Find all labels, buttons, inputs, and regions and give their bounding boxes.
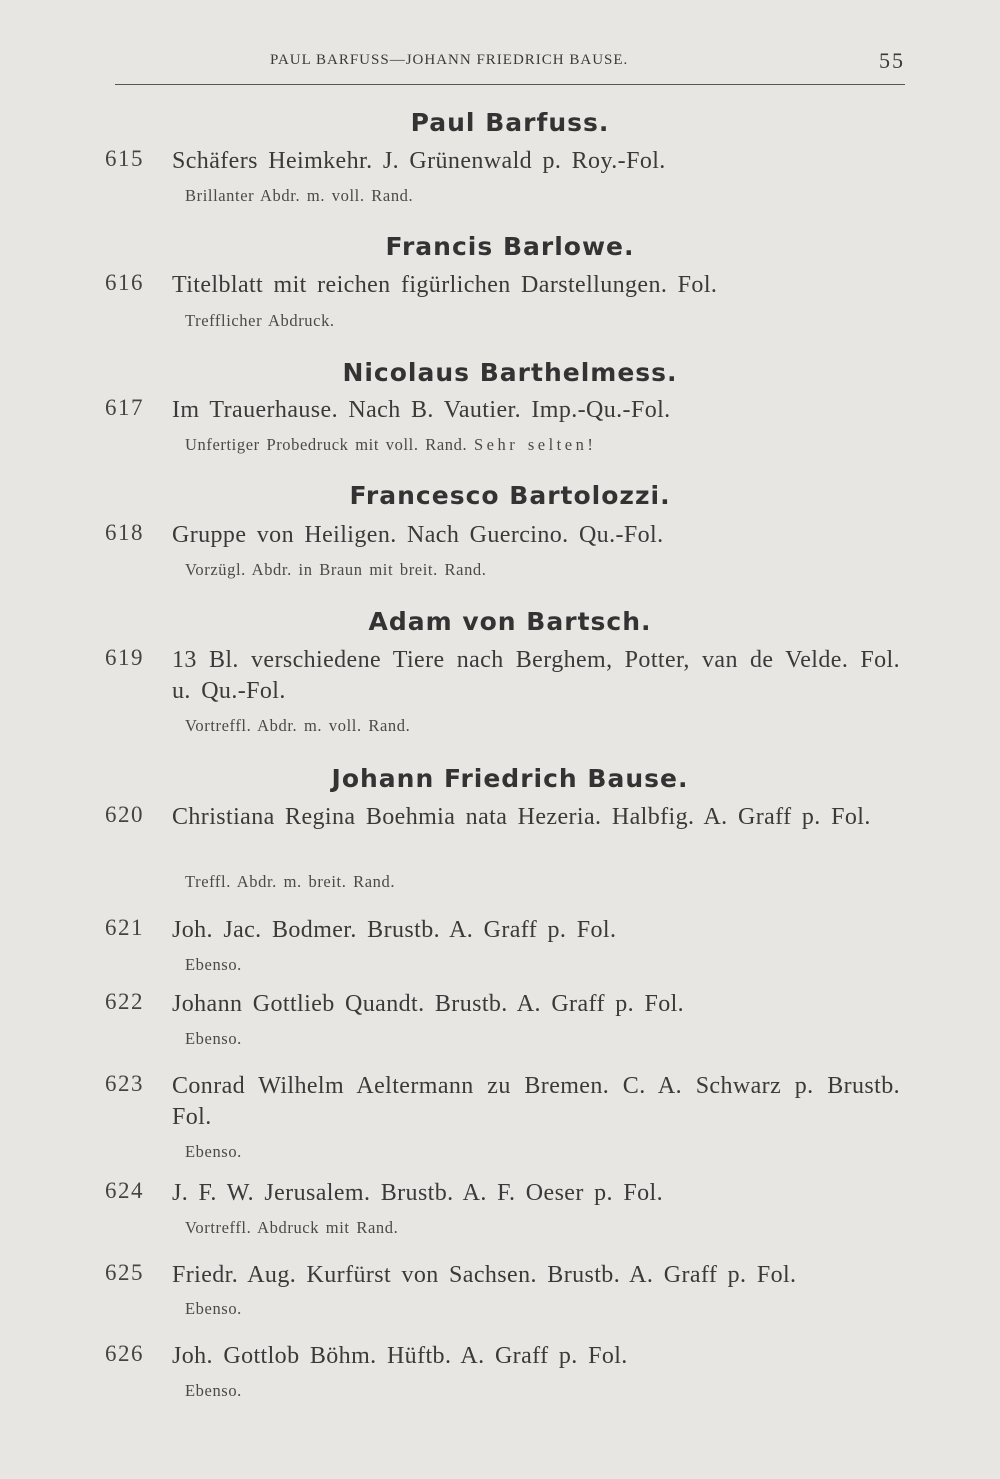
entry-number: 621 — [105, 915, 144, 940]
entry-number: 615 — [105, 146, 144, 171]
entry-title: Schäfers Heimkehr. J. Grünenwald p. Roy.-Fol. — [172, 148, 666, 174]
entry-note: Trefflicher Abdruck. — [185, 311, 335, 330]
entry-title: Joh. Jac. Bodmer. Brustb. A. Graff p. Fol. — [172, 917, 617, 943]
entry-note: Vortreffl. Abdruck mit Rand. — [185, 1218, 399, 1237]
entry-number: 623 — [105, 1071, 144, 1096]
artist-heading: Francesco Bartolozzi. — [349, 481, 671, 510]
entry-note: Ebenso. — [185, 1381, 242, 1400]
entry-number: 624 — [105, 1178, 144, 1203]
entry-number: 619 — [105, 645, 144, 670]
entry-number: 617 — [105, 395, 144, 420]
entry-title: Im Trauerhause. Nach B. Vautier. Imp.-Qu.-Fol. — [172, 397, 671, 423]
artist-heading: Francis Barlowe. — [385, 232, 635, 261]
artist-heading: Johann Friedrich Bause. — [331, 764, 689, 793]
running-title: PAUL BARFUSS—JOHANN FRIEDRICH BAUSE. — [270, 52, 629, 68]
entry-note — [185, 435, 596, 455]
entry-title: Joh. Gottlob Böhm. Hüftb. A. Graff p. Fol. — [172, 1343, 628, 1369]
page-number: 55 — [879, 48, 905, 73]
artist-heading: Paul Barfuss. — [410, 108, 610, 137]
entry-title: J. F. W. Jerusalem. Brustb. A. F. Oeser p. Fol. — [172, 1180, 663, 1206]
entry-title: Christiana Regina Boehmia nata Hezeria. Halbfig. A. Graff p. Fol. — [172, 804, 871, 830]
artist-heading: Nicolaus Barthelmess. — [342, 358, 678, 387]
entry-note-emphasis: Sehr selten! — [473, 435, 597, 454]
entry-title: Gruppe von Heiligen. Nach Guercino. Qu.-Fol. — [172, 522, 664, 548]
entry-note: Vortreffl. Abdr. m. voll. Rand. — [185, 716, 411, 735]
entry-note: Ebenso. — [185, 955, 242, 974]
entry-number: 620 — [105, 802, 144, 827]
entry-note: Ebenso. — [185, 1142, 242, 1161]
entry-note: Ebenso. — [185, 1029, 242, 1048]
entry-title: Titelblatt mit reichen figürlichen Darstellungen. Fol. — [172, 272, 718, 298]
entry-title: Friedr. Aug. Kurfürst von Sachsen. Brustb. A. Graff p. Fol. — [172, 1262, 797, 1288]
entry-note: Vorzügl. Abdr. in Braun mit breit. Rand. — [185, 560, 487, 579]
running-header — [115, 50, 905, 85]
entry-number: 625 — [105, 1260, 144, 1285]
entry-title: 13 Bl. verschiedene Tiere nach Berghem, Potter, van de Velde. Fol. u. Qu.-Fol. — [172, 647, 900, 704]
entry-note: Brillanter Abdr. m. voll. Rand. — [185, 186, 414, 205]
entry-number: 618 — [105, 520, 144, 545]
artist-heading: Adam von Bartsch. — [368, 607, 652, 636]
entry-note: Ebenso. — [185, 1299, 242, 1318]
entry-note-text: Unfertiger Probedruck mit voll. Rand. — [185, 435, 468, 454]
entry-number: 622 — [105, 989, 144, 1014]
entry-title: Johann Gottlieb Quandt. Brustb. A. Graff p. Fol. — [172, 991, 685, 1017]
entry-number: 616 — [105, 270, 144, 295]
entry-title: Conrad Wilhelm Aeltermann zu Bremen. C. A. Schwarz p. Brustb. Fol. — [172, 1073, 900, 1130]
entry-number: 626 — [105, 1341, 144, 1366]
entry-note: Treffl. Abdr. m. breit. Rand. — [185, 872, 396, 891]
